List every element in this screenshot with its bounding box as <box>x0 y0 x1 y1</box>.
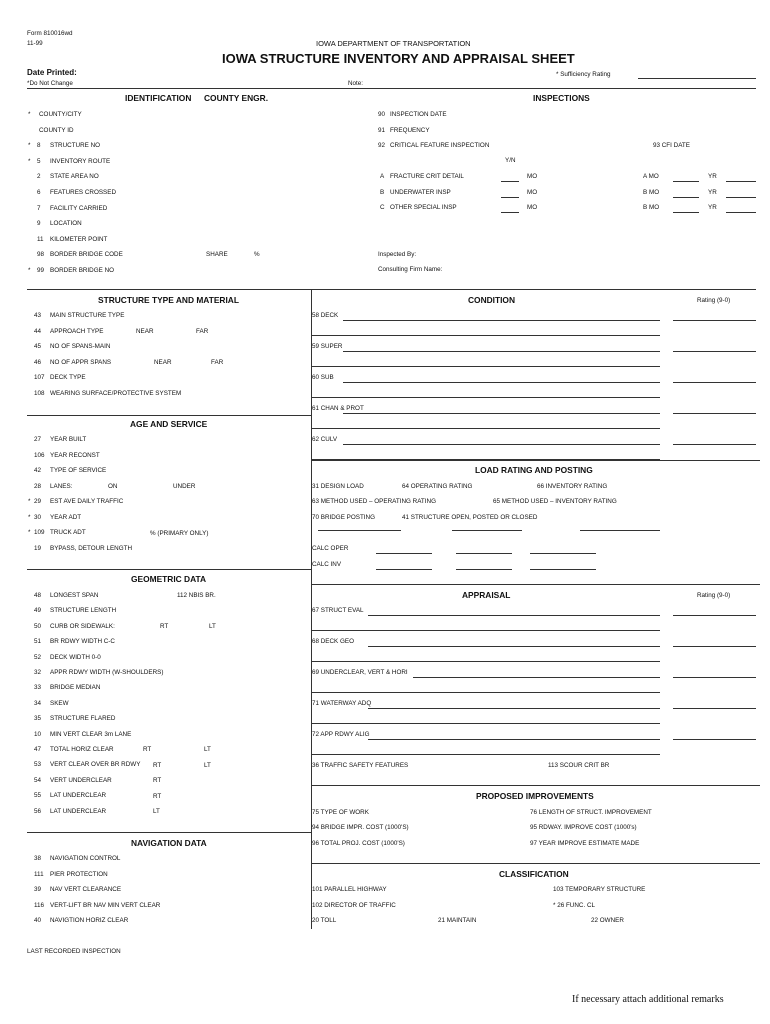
item-number: 8 <box>37 142 41 150</box>
condition-field[interactable] <box>343 320 660 321</box>
geometric-divider <box>27 569 311 570</box>
item-label: STRUCTURE LENGTH <box>50 607 117 615</box>
improvements-divider <box>311 785 760 786</box>
item-number: 43 <box>34 312 42 319</box>
cfi-month-label: A MO <box>643 173 659 180</box>
item-number: 51 <box>34 638 42 646</box>
month-label: MO <box>527 173 538 180</box>
condition-field[interactable] <box>343 413 660 414</box>
item-label: INVENTORY ROUTE <box>50 157 111 165</box>
required-marker: * <box>28 513 31 521</box>
condition-label: 60 SUB <box>312 374 334 381</box>
calc-oper-field-3[interactable] <box>530 553 596 554</box>
toll-label: 20 TOLL <box>312 917 337 924</box>
item-label: BORDER BRIDGE CODE <box>50 251 123 259</box>
direction-traffic-label: 102 DIRECTOR OF TRAFFIC <box>312 902 396 909</box>
method-inventory-label: 65 METHOD USED – INVENTORY RATING <box>493 498 617 505</box>
appraisal-rating-label: Rating (9-0) <box>697 592 731 599</box>
county-engr-title: COUNTY ENGR. <box>204 93 269 103</box>
appraisal-field[interactable] <box>413 677 660 678</box>
item-number: 27 <box>34 436 42 443</box>
cfi-year-field[interactable] <box>726 197 756 198</box>
posting-field[interactable] <box>318 530 401 531</box>
operating-rating-label: 64 OPERATING RATING <box>402 483 473 490</box>
item-number: 46 <box>34 358 42 366</box>
item-label: STATE AREA NO <box>50 173 99 181</box>
condition-rating-field[interactable] <box>673 444 756 445</box>
item-number: 91 <box>378 126 386 134</box>
bridge-posting-label: 70 BRIDGE POSTING <box>312 514 375 521</box>
horiz-rt: RT <box>143 746 152 753</box>
item-number: 42 <box>34 467 42 474</box>
appraisal-label: 71 WATERWAY ADQ <box>312 700 372 707</box>
item-number: 50 <box>34 622 42 630</box>
appraisal-title: APPRAISAL <box>462 590 511 600</box>
item-number: 108 <box>34 390 45 397</box>
navigation-title: NAVIGATION DATA <box>131 838 207 848</box>
item-number: 52 <box>34 653 42 661</box>
item-label: YEAR BUILT <box>50 436 87 443</box>
cfi-month-label: B MO <box>643 188 660 196</box>
item-number: 35 <box>34 715 42 723</box>
inspections-title: INSPECTIONS <box>533 93 590 103</box>
open-posted-field[interactable] <box>452 530 522 531</box>
year-label: YR <box>708 204 717 212</box>
item-label: MIN VERT CLEAR 3m LANE <box>50 730 132 738</box>
condition-field[interactable] <box>343 382 660 383</box>
item-number: 47 <box>34 746 42 753</box>
item-number: 54 <box>34 776 42 784</box>
item-label: VERT-LIFT BR NAV MIN VERT CLEAR <box>50 901 161 909</box>
item-number: 53 <box>34 761 42 769</box>
appraisal-rating-field[interactable] <box>673 615 756 616</box>
item-label: LANES: <box>50 482 73 490</box>
load-title: LOAD RATING AND POSTING <box>475 465 593 475</box>
item-number: 109 <box>34 529 45 536</box>
nbis-label: 112 NBIS BR. <box>177 592 216 599</box>
month-label: MO <box>527 204 538 212</box>
item-label: LONGEST SPAN <box>50 592 99 599</box>
structure-title: STRUCTURE TYPE AND MATERIAL <box>98 295 239 305</box>
item-number: 10 <box>34 730 42 738</box>
parallel-highway-label: 101 PARALLEL HIGHWAY <box>312 886 387 893</box>
appraisal-field-extra[interactable] <box>312 754 660 755</box>
consulting-firm-label: Consulting Firm Name: <box>378 266 443 273</box>
owner-label: 22 OWNER <box>591 917 624 924</box>
load-divider <box>311 460 760 461</box>
condition-field-extra[interactable] <box>312 366 660 367</box>
traffic-safety-label: 36 TRAFFIC SAFETY FEATURES <box>312 762 409 769</box>
item-label: FRACTURE CRIT DETAIL <box>390 173 464 180</box>
approach-near: NEAR <box>136 328 154 335</box>
item-label: NAVIGATION CONTROL <box>50 855 121 862</box>
condition-label: 58 DECK <box>312 312 339 319</box>
item-label: CRITICAL FEATURE INSPECTION <box>390 142 490 150</box>
item-letter: B <box>380 188 385 196</box>
item-number: 11 <box>37 235 44 243</box>
curb-rt: RT <box>160 623 169 630</box>
agency-name: IOWA DEPARTMENT OF TRANSPORTATION <box>316 39 471 48</box>
rdwy-cost-label: 95 RDWAY. IMPROVE COST (1000's) <box>530 824 637 831</box>
condition-label: 59 SUPER <box>312 343 343 350</box>
func-class-label: * 26 FUNC. CL <box>553 902 595 909</box>
required-marker: * <box>28 142 31 150</box>
condition-label: 61 CHAN & PROT <box>312 405 364 412</box>
condition-title: CONDITION <box>468 295 515 305</box>
do-not-change-note: *Do Not Change <box>27 80 73 87</box>
item-number: 30 <box>34 513 42 521</box>
navigation-divider <box>27 832 311 833</box>
appraisal-field-extra[interactable] <box>312 692 660 693</box>
last-inspection-label: LAST RECORDED INSPECTION <box>27 948 121 955</box>
item-label: COUNTY ID <box>39 126 74 134</box>
item-label: PIER PROTECTION <box>50 870 108 878</box>
item-label: INSPECTION DATE <box>390 111 447 118</box>
condition-rating-field[interactable] <box>673 413 756 414</box>
item-label: STRUCTURE NO <box>50 142 101 150</box>
item-label: VERT CLEAR OVER BR RDWY <box>50 761 141 769</box>
approach-far: FAR <box>196 328 209 335</box>
vert-rt: RT <box>153 762 162 769</box>
calc-inv-field-1[interactable] <box>376 569 432 570</box>
item-label: TYPE OF SERVICE <box>50 467 107 474</box>
identification-title: IDENTIFICATION <box>125 93 192 103</box>
item-letter: A <box>380 173 385 180</box>
appraisal-field-extra[interactable] <box>312 661 660 662</box>
appraisal-rating-field[interactable] <box>673 677 756 678</box>
item-number: 5 <box>37 157 41 165</box>
item-number: 9 <box>37 220 41 228</box>
appraisal-rating-field[interactable] <box>673 708 756 709</box>
item-number: 34 <box>34 699 42 707</box>
sufficiency-label: * Sufficiency Rating <box>556 71 611 78</box>
sufficiency-field[interactable] <box>638 78 756 79</box>
appr-spans-near: NEAR <box>154 359 172 366</box>
calc-inv-label: CALC INV <box>312 561 342 568</box>
item-number: 56 <box>34 807 42 815</box>
lanes-on: ON <box>108 483 118 490</box>
share-label: SHARE <box>206 251 228 258</box>
item-label: NAVIGTION HORIZ CLEAR <box>50 917 129 924</box>
design-load-label: 31 DESIGN LOAD <box>312 483 364 490</box>
year-label: YR <box>708 188 717 196</box>
item-label: FREQUENCY <box>390 126 430 134</box>
item-label: EST AVE DAILY TRAFFIC <box>50 498 124 505</box>
appraisal-field[interactable] <box>368 646 660 647</box>
item-number: 7 <box>37 204 41 212</box>
age-title: AGE AND SERVICE <box>130 419 208 429</box>
maintain-label: 21 MAINTAIN <box>438 917 477 924</box>
page-title: IOWA STRUCTURE INVENTORY AND APPRAISAL SHEET <box>222 51 575 66</box>
condition-rating-field[interactable] <box>673 382 756 383</box>
item-label: TRUCK ADT <box>50 529 86 536</box>
type-work-label: 75 TYPE OF WORK <box>312 809 369 816</box>
item-number: 107 <box>34 374 45 382</box>
item-number: 32 <box>34 669 42 676</box>
item-label: BYPASS, DETOUR LENGTH <box>50 544 132 552</box>
item-label: APPROACH TYPE <box>50 327 104 335</box>
item-label: WEARING SURFACE/PROTECTIVE SYSTEM <box>50 390 182 397</box>
cfi-month-field[interactable] <box>673 197 699 198</box>
condition-rating-field[interactable] <box>673 320 756 321</box>
appraisal-field[interactable] <box>368 739 660 740</box>
item-label: YEAR ADT <box>50 513 82 521</box>
required-marker: * <box>28 157 31 165</box>
appraisal-rating-field[interactable] <box>673 646 756 647</box>
primary-only: % (PRIMARY ONLY) <box>150 530 209 537</box>
item-label: APPR RDWY WIDTH (W-SHOULDERS) <box>50 669 164 676</box>
underclear-rt: RT <box>153 777 162 784</box>
item-number: 49 <box>34 607 42 615</box>
item-number: 90 <box>378 111 386 118</box>
item-label: YEAR RECONST <box>50 451 100 459</box>
year-label: YR <box>708 173 717 180</box>
condition-field-extra[interactable] <box>312 428 660 429</box>
cfi-year-field[interactable] <box>726 181 756 182</box>
condition-field[interactable] <box>343 351 660 352</box>
required-marker: * <box>28 267 31 274</box>
lat-underclear-lt: LT <box>153 808 160 815</box>
item-label: FACILITY CARRIED <box>50 204 108 212</box>
length-label: 76 LENGTH OF STRUCT. IMPROVEMENT <box>530 809 652 816</box>
cfi-year-field[interactable] <box>726 212 756 213</box>
item-label: KILOMETER POINT <box>50 235 108 243</box>
item-number: 116 <box>34 901 45 909</box>
calc-oper-label: CALC OPER <box>312 545 349 552</box>
calc-inv-field-2[interactable] <box>456 569 512 570</box>
method-operating-label: 63 METHOD USED – OPERATING RATING <box>312 498 436 505</box>
item-number: 40 <box>34 917 42 924</box>
item-label: UNDERWATER INSP <box>390 188 451 196</box>
appr-spans-far: FAR <box>211 359 224 366</box>
scour-label: 113 SCOUR CRIT BR <box>548 762 610 769</box>
item-label: SKEW <box>50 699 69 707</box>
yn-field[interactable] <box>501 181 519 182</box>
year-estimate-label: 97 YEAR IMPROVE ESTIMATE MADE <box>530 840 640 847</box>
cfi-month-field[interactable] <box>673 181 699 182</box>
item-number: 44 <box>34 327 42 335</box>
item-label: DECK WIDTH 0-0 <box>50 653 101 661</box>
appraisal-label: 69 UNDERCLEAR, VERT & HORI <box>312 669 408 676</box>
improvements-title: PROPOSED IMPROVEMENTS <box>476 791 594 801</box>
temporary-structure-label: 103 TEMPORARY STRUCTURE <box>553 886 646 893</box>
item-label: COUNTY/CITY <box>39 111 82 118</box>
condition-field[interactable] <box>343 444 660 445</box>
yn-field[interactable] <box>501 212 519 213</box>
item-number: 111 <box>34 870 44 878</box>
inventory-rating-label: 66 INVENTORY RATING <box>537 483 608 490</box>
classification-title: CLASSIFICATION <box>499 869 569 879</box>
vert-lt: LT <box>204 762 211 769</box>
item-number: 33 <box>34 684 42 692</box>
item-number: 55 <box>34 792 42 800</box>
calc-oper-field-1[interactable] <box>376 553 432 554</box>
appraisal-field-extra[interactable] <box>312 630 660 631</box>
item-label: NO OF SPANS-MAIN <box>50 343 111 351</box>
condition-field-extra[interactable] <box>312 335 660 336</box>
required-marker: * <box>28 529 31 536</box>
month-label: MO <box>527 188 538 196</box>
item-number: 48 <box>34 592 42 599</box>
appraisal-rating-field[interactable] <box>673 739 756 740</box>
item-label: TOTAL HORIZ CLEAR <box>50 746 114 753</box>
item-label: LAT UNDERCLEAR <box>50 807 107 815</box>
condition-field-extra[interactable] <box>312 397 660 398</box>
form-date: 11-99 <box>27 40 43 47</box>
appraisal-label: 67 STRUCT EVAL <box>312 607 364 614</box>
item-label: NO OF APPR SPANS <box>50 358 112 366</box>
condition-label: 62 CULV <box>312 436 338 443</box>
classification-divider <box>311 863 760 864</box>
item-number: 39 <box>34 886 42 893</box>
item-number: 106 <box>34 451 45 459</box>
item-label: FEATURES CROSSED <box>50 189 117 196</box>
note-label: Note: <box>348 80 364 87</box>
age-divider <box>27 415 311 416</box>
required-marker: * <box>28 498 31 505</box>
open-posted-label: 41 STRUCTURE OPEN, POSTED OR CLOSED <box>402 514 538 521</box>
appraisal-field[interactable] <box>368 708 660 709</box>
item-label: NAV VERT CLEARANCE <box>50 886 122 893</box>
section-divider-1 <box>27 289 756 290</box>
item-number: 98 <box>37 251 45 259</box>
yn-label: Y/N <box>505 157 516 164</box>
yn-field[interactable] <box>501 197 519 198</box>
bridge-cost-label: 94 BRIDGE IMPR. COST (1000'S) <box>312 824 409 831</box>
item-number: 38 <box>34 855 42 862</box>
total-cost-label: 96 TOTAL PROJ. COST (1000'S) <box>312 840 405 847</box>
condition-rating-field[interactable] <box>673 351 756 352</box>
item-label: MAIN STRUCTURE TYPE <box>50 312 125 319</box>
item-label: BR RDWY WIDTH C-C <box>50 638 115 646</box>
geometric-title: GEOMETRIC DATA <box>131 574 207 584</box>
item-number: 6 <box>37 189 41 196</box>
item-letter: C <box>380 204 385 212</box>
item-label: STRUCTURE FLARED <box>50 715 116 723</box>
item-number: 92 <box>378 142 386 150</box>
appraisal-field-extra[interactable] <box>312 723 660 724</box>
form-number: Form 810016wd <box>27 30 73 37</box>
item-number: 28 <box>34 482 42 490</box>
item-label: CURB OR SIDEWALK: <box>50 622 115 630</box>
appraisal-divider <box>311 584 760 585</box>
item-label: BRIDGE MEDIAN <box>50 684 101 692</box>
appraisal-field[interactable] <box>368 615 660 616</box>
inspected-by-label: Inspected By: <box>378 251 417 258</box>
condition-rating-label: Rating (9-0) <box>697 297 731 304</box>
appraisal-label: 72 APP RDWY ALIG <box>312 731 370 738</box>
calc-oper-field-2[interactable] <box>456 553 512 554</box>
item-label: BORDER BRIDGE NO <box>50 267 115 274</box>
calc-inv-field-3[interactable] <box>530 569 596 570</box>
appraisal-label: 68 DECK GEO <box>312 638 354 645</box>
share-percent: % <box>254 251 260 258</box>
date-printed-label: Date Printed: <box>27 68 77 77</box>
item-number: 99 <box>37 267 45 274</box>
remarks-note: If necessary attach additional remarks <box>572 994 724 1005</box>
curb-lt: LT <box>209 623 216 630</box>
item-number: 29 <box>34 498 42 505</box>
item-label: LAT UNDERCLEAR <box>50 792 107 800</box>
cfi-month-label: B MO <box>643 204 660 212</box>
required-marker: * <box>28 111 31 118</box>
cfi-month-field[interactable] <box>673 212 699 213</box>
cfi-date-label: 93 CFI DATE <box>653 142 690 149</box>
item-number: 19 <box>34 544 42 552</box>
horiz-lt: LT <box>204 746 211 753</box>
item-number: 2 <box>37 173 41 181</box>
item-label: LOCATION <box>50 220 82 228</box>
lat-underclear-rt: RT <box>153 793 162 800</box>
item-number: 45 <box>34 343 42 351</box>
item-label: OTHER SPECIAL INSP <box>390 204 457 212</box>
item-label: VERT UNDERCLEAR <box>50 776 112 784</box>
header-divider <box>27 88 756 89</box>
posting-extra-field[interactable] <box>580 530 660 531</box>
item-label: DECK TYPE <box>50 374 86 382</box>
lanes-under: UNDER <box>173 483 196 490</box>
